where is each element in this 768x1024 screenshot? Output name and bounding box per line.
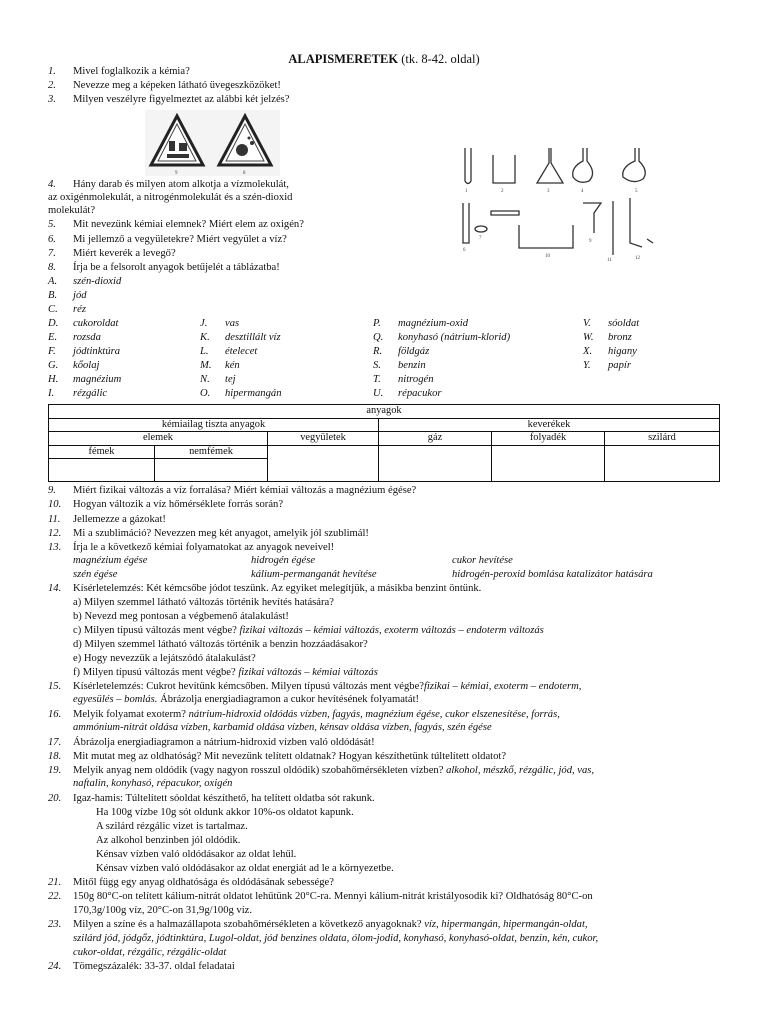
question-13: 13. Írja le a következő kémiai folyamatokat az anyagok neveivel!: [48, 542, 335, 553]
list-item: P. magnézium-oxid: [373, 318, 469, 329]
list-item: S. benzin: [373, 360, 426, 371]
question-14-d: d) Milyen szemmel látható változás történik a benzin hozzáadásakor?: [73, 639, 368, 650]
svg-text:11: 11: [607, 258, 612, 263]
list-item: O. hipermangán: [200, 388, 282, 399]
statement-5: Kénsav vízben való oldódásakor az oldat energiát ad le a környezetbe.: [96, 863, 394, 874]
table-header-femek: fémek: [49, 445, 155, 459]
question-17: 17. Ábrázolja energiadiagramon a nátrium-hidroxid vízben való oldódását!: [48, 737, 375, 748]
page-title: ALAPISMERETEK (tk. 8-42. oldal): [288, 52, 480, 66]
list-item: K. desztillált víz: [200, 332, 281, 343]
list-item: Y. papír: [583, 360, 631, 371]
question-5: 5. Mit nevezünk kémiai elemnek? Miért elem az oxigén?: [48, 219, 304, 230]
table-cell-nemfemek[interactable]: [155, 459, 268, 482]
question-16-line2: ammónium-nitrát oldása vízben, karbamid oldása vízben, kénsav oldása vízben, fagyás, szén égése: [73, 722, 492, 733]
question-6: 6. Mi jellemző a vegyületekre? Miért vegyület a víz?: [48, 234, 287, 245]
process-item: magnézium égése: [73, 555, 148, 566]
question-4-line3: molekulát?: [48, 205, 96, 216]
question-16: 16. Melyik folyamat exoterm? nátrium-hidroxid oldódás vízben, fagyás, magnézium égése, cukor elszenesítése, forrás,: [48, 709, 560, 720]
list-item: A. szén-dioxid: [48, 276, 122, 287]
question-9: 9. Miért fizikai változás a víz forralása? Miért kémiai változás a magnézium égése?: [48, 485, 417, 496]
table-cell-folyadek[interactable]: [492, 445, 605, 482]
svg-text:7: 7: [479, 236, 482, 241]
table-cell-szilard[interactable]: [605, 445, 720, 482]
svg-text:4: 4: [581, 189, 584, 194]
svg-text:10: 10: [545, 254, 550, 259]
table-cell-femek[interactable]: [49, 459, 155, 482]
question-4-line2: az oxigénmolekulát, a nitrogénmolekulát és a szén-dioxid: [48, 192, 293, 203]
process-item: cukor hevítése: [452, 555, 513, 566]
classification-table: [48, 404, 720, 482]
question-23-line2: szilárd jód, jódgőz, jódtinktúra, Lugol-oldat, jód benzines oldata, ólom-jodid, konyhasó, konyhasó-oldat, benzin, kén, cukor,: [73, 933, 599, 944]
hazard-signs-image: [145, 110, 280, 176]
list-item: C. réz: [48, 304, 86, 315]
list-item: G. kőolaj: [48, 360, 100, 371]
list-item: Q. konyhasó (nátrium-klorid): [373, 332, 511, 343]
process-item: kálium-permanganát hevítése: [251, 569, 377, 580]
question-24: 24. Tömegszázalék: 33-37. oldal feladatai: [48, 961, 235, 972]
question-12: 12. Mi a szublimáció? Nevezzen meg két anyagot, amelyik jól szublimál!: [48, 528, 369, 539]
table-cell-vegyuletek[interactable]: [268, 445, 379, 482]
question-18: 18. Mit mutat meg az oldhatóság? Mit nevezünk telített oldatnak? Hogyan készíthetünk túltelített oldatot?: [48, 751, 507, 762]
svg-text:8: 8: [243, 171, 246, 176]
table-header-tiszta: kémiailag tiszta anyagok: [49, 418, 379, 432]
svg-text:5: 5: [635, 189, 638, 194]
question-11: 11. Jellemezze a gázokat!: [48, 514, 166, 525]
question-19-line2: naftalin, konyhasó, répacukor, oxigén: [73, 778, 233, 789]
table-header-gaz: gáz: [379, 432, 492, 446]
svg-text:9: 9: [589, 239, 592, 244]
process-item: szén égése: [73, 569, 118, 580]
question-14: 14. Kísérletelemzés: Két kémcsőbe jódot teszünk. Az egyiket melegítjük, a másikba benzint öntünk.: [48, 583, 482, 594]
list-item: B. jód: [48, 290, 87, 301]
table-header-szilard: szilárd: [605, 432, 720, 446]
list-item: U. répacukor: [373, 388, 442, 399]
table-header-keverekek: keverékek: [379, 418, 720, 432]
process-item: hidrogén-peroxid bomlása katalizátor hatására: [452, 569, 653, 580]
question-10: 10. Hogyan változik a víz hőmérséklete forrás során?: [48, 499, 284, 510]
statement-4: Kénsav vízben való oldódásakor az oldat lehűl.: [96, 849, 297, 860]
list-item: V. sóoldat: [583, 318, 640, 329]
question-4: 4. Hány darab és milyen atom alkotja a vízmolekulát,: [48, 179, 289, 190]
statement-1: Ha 100g vízbe 10g sót oldunk akkor 10%-os oldatot kapunk.: [96, 807, 354, 818]
list-item: T. nitrogén: [373, 374, 434, 385]
statement-3: Az alkohol benzinben jól oldódik.: [96, 835, 241, 846]
table-header-elemek: elemek: [49, 432, 268, 446]
question-20: 20. Igaz-hamis: Túltelített sóoldat készíthető, ha telített oldatba sót rakunk.: [48, 793, 375, 804]
list-item: H. magnézium: [48, 374, 122, 385]
svg-text:6: 6: [463, 248, 466, 253]
question-14-b: b) Nevezd meg pontosan a végbemenő átalakulást!: [73, 611, 289, 622]
question-15: 15. Kísérletelemzés: Cukrot hevítünk kémcsőben. Milyen típusú változás ment végbe?fizikai – kémiai, exoterm – endoterm,: [48, 681, 582, 692]
list-item: D. cukoroldat: [48, 318, 119, 329]
list-item: M. kén: [200, 360, 240, 371]
statement-2: A szilárd rézgálic vizet is tartalmaz.: [96, 821, 248, 832]
question-1: 1. Mivel foglalkozik a kémia?: [48, 66, 190, 77]
table-header-anyagok: anyagok: [49, 405, 720, 419]
list-item: E. rozsda: [48, 332, 101, 343]
table-cell-gaz[interactable]: [379, 445, 492, 482]
list-item: R. földgáz: [373, 346, 430, 357]
list-item: L. ételecet: [200, 346, 258, 357]
list-item: X. higany: [583, 346, 637, 357]
svg-text:12: 12: [635, 256, 640, 261]
svg-text:2: 2: [501, 189, 504, 194]
question-7: 7. Miért keverék a levegő?: [48, 248, 176, 259]
question-23: 23. Milyen a színe és a halmazállapota szobahőmérsékleten a következő anyagoknak? víz, hipermangán, hipermangán-oldat,: [48, 919, 588, 930]
question-19: 19. Melyik anyag nem oldódik (vagy nagyon rosszul oldódik) szobahőmérsékleten vízben? alkohol, mészkő, rézgálic, jód, vas,: [48, 765, 595, 776]
table-header-vegyuletek: vegyületek: [268, 432, 379, 446]
svg-text:3: 3: [547, 189, 550, 194]
question-22: 22. 150g 80°C-on telített kálium-nitrát oldatot lehűtünk 20°C-ra. Mennyi kálium-nitrát kristályosodik ki? Oldhatóság 80°C-on: [48, 891, 593, 902]
table-header-folyadek: folyadék: [492, 432, 605, 446]
glassware-image: [455, 143, 685, 263]
question-14-f: f) Milyen típusú változás ment végbe? fizikai változás – kémiai változás: [73, 667, 378, 678]
question-14-c: c) Milyen típusú változás ment végbe? fizikai változás – kémiai változás, exoterm változás – endoterm változás: [73, 625, 544, 636]
question-14-e: e) Hogy nevezzük a lejátszódó átalakulást?: [73, 653, 256, 664]
svg-text:1: 1: [465, 189, 468, 194]
list-item: W. bronz: [583, 332, 632, 343]
svg-text:9: 9: [175, 171, 178, 176]
list-item: I. rézgálic: [48, 388, 108, 399]
process-item: hidrogén égése: [251, 555, 316, 566]
question-2: 2. Nevezze meg a képeken látható üvegeszközöket!: [48, 80, 281, 91]
question-8: 8. Írja be a felsorolt anyagok betűjelét a táblázatba!: [48, 262, 280, 273]
question-15-line2: egyesülés – bomlás. Ábrázolja energiadiagramon a cukor hevítésének folyamatát!: [73, 694, 420, 705]
question-14-a: a) Milyen szemmel látható változás történik hevítés hatására?: [73, 597, 334, 608]
question-23-line3: cukor-oldat, rézgálic, rézgálic-oldat: [73, 947, 227, 958]
table-header-nemfemek: nemfémek: [155, 445, 268, 459]
question-3: 3. Milyen veszélyre figyelmeztet az alábbi két jelzés?: [48, 94, 290, 105]
list-item: J. vas: [200, 318, 240, 329]
list-item: F. jódtinktúra: [48, 346, 121, 357]
list-item: N. tej: [200, 374, 236, 385]
question-21: 21. Mitől függ egy anyag oldhatósága és oldódásának sebessége?: [48, 877, 334, 888]
question-22-line2: 170,3g/100g víz, 20°C-on 31,9g/100g víz.: [73, 905, 253, 916]
